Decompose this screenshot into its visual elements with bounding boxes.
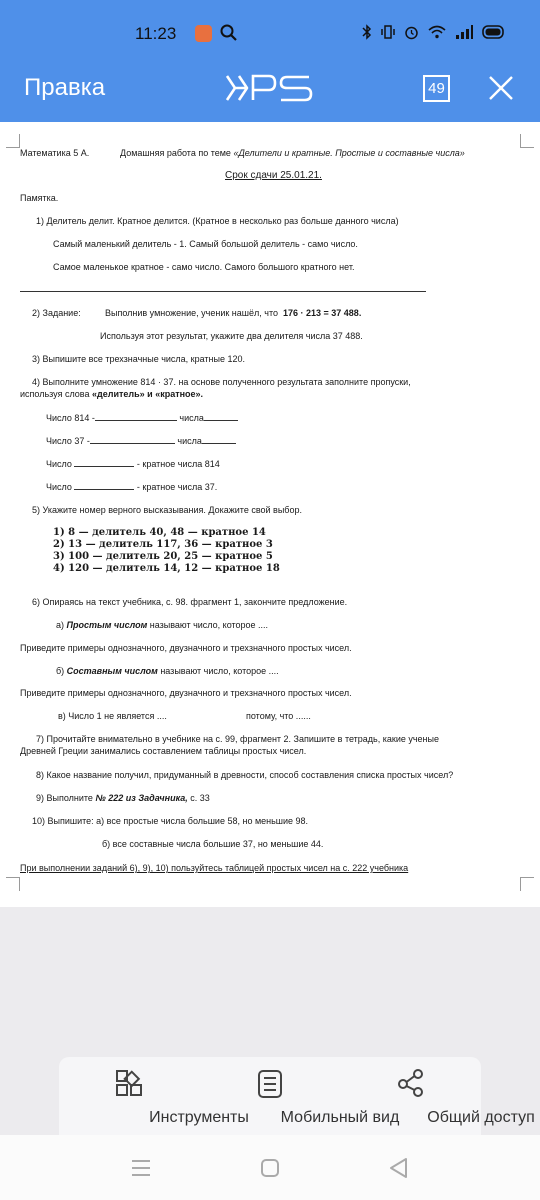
fill-3-start: Число (46, 459, 72, 469)
task4-line2 (20, 389, 203, 399)
fill-4-start: Число (46, 482, 72, 492)
memo-line-3: Самое маленькое кратное - само число. Самого большого кратного нет. (53, 262, 355, 272)
crop-mark (520, 134, 534, 148)
divider (20, 291, 426, 292)
signal-icon (455, 25, 473, 44)
bluetooth-icon (362, 24, 372, 45)
task6c-right: потому, что ...... (246, 711, 311, 721)
task2-body: Выполнив умножение, ученик нашёл, что (105, 308, 278, 318)
search-icon (220, 24, 238, 47)
close-icon[interactable] (486, 73, 516, 108)
fill-2-start: Число 37 - (46, 436, 90, 446)
task6b-examples: Приведите примеры однозначного, двузначного и трехзначного простых чисел. (20, 688, 352, 698)
mobile-view-button[interactable] (200, 1057, 400, 1135)
page-count-button[interactable]: 49 (423, 75, 450, 102)
task4-line1: 4) Выполните умножение 814 · 37. на основе полученного результата заполните пропуски, (32, 377, 411, 387)
memo-line-2: Самый маленький делитель - 1. Самый большой делитель - само число. (53, 239, 358, 249)
task6c-left: в) Число 1 не является .... (58, 711, 167, 721)
app-bar (0, 56, 540, 122)
doc-header-subject: Математика 5 А. (20, 148, 90, 158)
deadline: Срок сдачи 25.01.21. (225, 170, 322, 181)
wifi-icon (428, 25, 446, 44)
memo-line-1: 1) Делитель делит. Кратное делится. (Кратное в несколько раз больше данного числа) (36, 216, 399, 226)
battery-icon (482, 25, 506, 44)
task6b-prefix: б) (56, 666, 65, 676)
task7-line2: Древней Греции занимались составлением таблицы простых чисел. (20, 746, 307, 756)
fill-row-1 (46, 413, 238, 423)
task5-option-1: 1) 8 — делитель 40, 48 — кратное 14 (53, 527, 266, 538)
task6b-term: Составным числом (66, 666, 158, 676)
recent-apps-icon[interactable] (130, 1159, 152, 1182)
task4-words: «делитель» и «кратное». (92, 389, 204, 399)
share-label: Общий доступ (427, 1109, 535, 1126)
mobile-view-icon (256, 1069, 284, 1099)
home-icon[interactable] (259, 1157, 281, 1184)
alarm-icon (404, 25, 419, 45)
task5-option-2: 2) 13 — делитель 117, 36 — кратное 3 (53, 539, 273, 550)
footer-note: При выполнении заданий 6), 9), 10) пользуйтесь таблицей простых чисел на с. 222 учебника (20, 863, 409, 873)
fill-1-end: числа (179, 413, 204, 423)
task2-expression: 176 · 213 = 37 488. (283, 308, 362, 318)
task9-suffix: с. 33 (190, 793, 210, 803)
tools-label: Инструменты (149, 1109, 249, 1126)
task8: 8) Какое название получил, придуманный в древности, способ составления списка простых чисел? (36, 770, 454, 780)
crop-mark (520, 877, 534, 891)
task9-ref: № 222 из Задачника, (95, 793, 188, 803)
task9 (36, 793, 210, 803)
task4-prefix: используя слова (20, 389, 90, 399)
bottom-toolbar (59, 1057, 535, 1135)
fill-row-2 (46, 436, 236, 446)
fill-1-start: Число 814 - (46, 413, 95, 423)
crop-mark (6, 877, 20, 891)
task6a-examples: Приведите примеры однозначного, двузначного и трехзначного простых чисел. (20, 643, 352, 653)
task6a (56, 620, 268, 630)
fill-row-3 (46, 459, 220, 469)
edit-button[interactable]: Правка (24, 74, 106, 101)
status-time: 11:23 (135, 24, 177, 43)
mobile-view-label: Мобильный вид (280, 1109, 400, 1126)
task7-line1: 7) Прочитайте внимательно в учебнике на с. 99, фрагмент 2. Запишите в тетрадь, какие ученые (36, 734, 440, 744)
task2-label: 2) Задание: (32, 308, 81, 318)
task10-b: б) все составные числа большие 37, но меньшие 44. (102, 839, 324, 849)
back-icon[interactable] (387, 1156, 409, 1185)
task2-line2: Используя этот результат, укажите два делителя числа 37 488. (100, 331, 363, 341)
doc-header-prefix: Домашняя работа по теме (120, 148, 231, 158)
task6: 6) Опираясь на текст учебника, с. 98. фрагмент 1, закончите предложение. (32, 597, 348, 607)
fill-4-end: - кратное числа 37. (136, 482, 218, 492)
tools-button[interactable] (59, 1057, 249, 1135)
task5: 5) Укажите номер верного высказывания. Докажите свой выбор. (32, 505, 302, 515)
notification-app-icon (195, 25, 212, 42)
crop-mark (6, 134, 20, 148)
task6b (56, 666, 279, 676)
task2-text (105, 308, 361, 318)
tools-icon (115, 1069, 143, 1097)
vibrate-icon (381, 25, 395, 44)
task5-option-3: 3) 100 — делитель 20, 25 — кратное 5 (53, 551, 273, 562)
share-button[interactable] (341, 1057, 535, 1135)
task5-option-4: 4) 120 — делитель 14, 12 — кратное 18 (53, 563, 280, 574)
system-navigation-bar (0, 1135, 540, 1200)
fill-3-end: - кратное числа 814 (136, 459, 220, 469)
task6a-prefix: а) (56, 620, 65, 630)
share-icon (397, 1069, 425, 1097)
wps-logo (225, 72, 315, 109)
memo-title: Памятка. (20, 193, 59, 203)
task9-prefix: 9) Выполните (36, 793, 93, 803)
task6b-rest: называют число, которое .... (160, 666, 279, 676)
doc-header-topic: «Делители и кратные. Простые и составные числа» (233, 148, 465, 158)
task3: 3) Выпишите все трехзначные числа, кратные 120. (32, 354, 246, 364)
document-page (0, 122, 540, 907)
task6a-term: Простым числом (66, 620, 148, 630)
fill-row-4 (46, 482, 217, 492)
fill-2-end: числа (177, 436, 202, 446)
task10-a: 10) Выпишите: а) все простые числа большие 58, но меньшие 98. (32, 816, 309, 826)
doc-header-title (120, 148, 465, 158)
status-bar (0, 0, 540, 56)
task6a-rest: называют число, которое .... (149, 620, 269, 630)
